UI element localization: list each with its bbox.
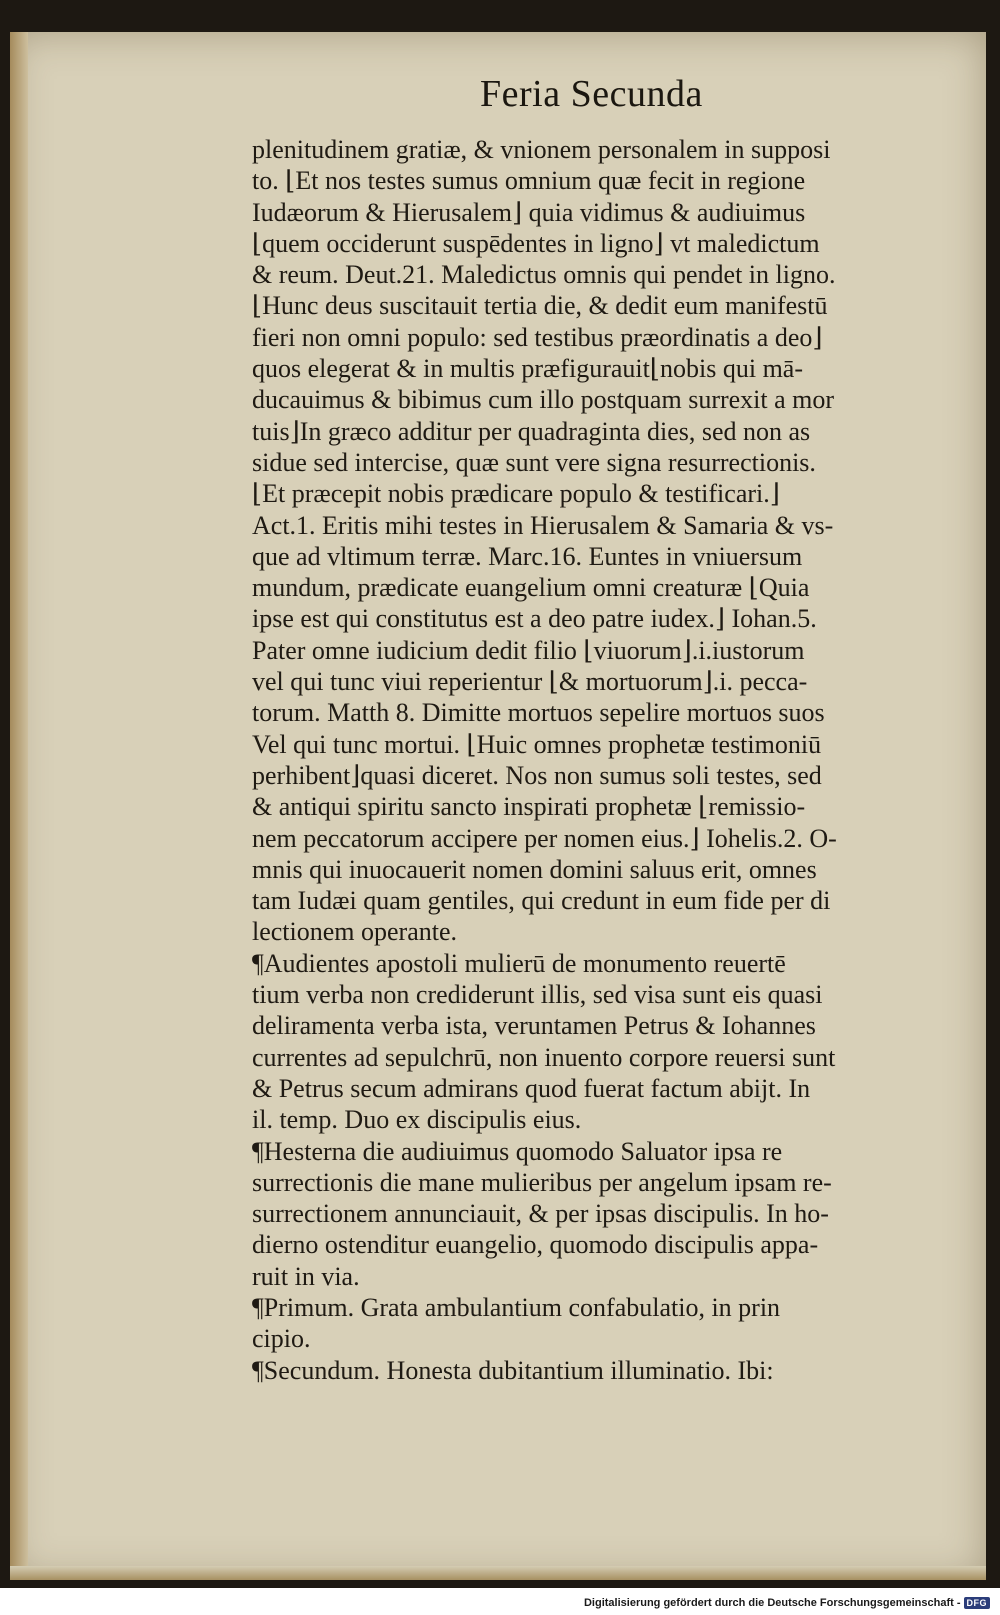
text-line: Pater omne iudicium dedit filio ⌊viuorum⌋.i.iustorum — [252, 635, 805, 665]
footer-text: Digitalisierung gefördert durch die Deutsche Forschungsgemeinschaft - — [583, 1597, 961, 1609]
text-line: que ad vltimum terræ. Marc.16. Euntes in vniuersum — [252, 541, 803, 571]
text-line: ¶Hesterna die audiuimus quomodo Saluator ipsa re — [252, 1136, 783, 1166]
text-line: tuis⌋In græco additur per quadraginta dies, sed non as — [252, 416, 811, 446]
text-line: & Petrus secum admirans quod fuerat factum abijt. In — [252, 1073, 811, 1103]
text-line: mundum, prædicate euangelium omni creaturæ ⌊Quia — [252, 573, 810, 603]
text-line: ipse est qui constitutus est a deo patre iudex.⌋ Iohan.5. — [252, 604, 817, 634]
text-line: ¶Primum. Grata ambulantium confabulatio, in prin — [252, 1292, 781, 1322]
text-line: to. ⌊Et nos testes sumus omnium quæ fecit in regione — [252, 166, 806, 196]
text-line: ¶Audientes apostoli mulierū de monumento reuertē — [252, 948, 786, 978]
text-line: Iudæorum & Hierusalem⌋ quia vidimus & audiuimus — [252, 197, 806, 227]
digitization-footer — [584, 1597, 990, 1609]
text-line: surrectionis die mane mulieribus per angelum ipsam re- — [252, 1167, 832, 1197]
page-edge-left — [10, 32, 28, 1580]
text-line: sidue sed intercise, quæ sunt vere signa resurrectionis. — [252, 447, 816, 477]
text-line: il. temp. Duo ex discipulis eius. — [252, 1105, 582, 1135]
text-line: ⌊Et præcepit nobis prædicare populo & testificari.⌋ — [252, 479, 780, 509]
text-line: dierno ostenditur euangelio, quomodo discipulis appa- — [252, 1230, 819, 1260]
text-line: cipio. — [252, 1324, 311, 1354]
text-line: ⌊quem occiderunt suspēdentes in ligno⌋ vt maledictum — [252, 228, 820, 258]
text-line: ducauimus & bibimus cum illo postquam surrexit a mor — [252, 385, 835, 415]
page-edge-bottom — [10, 1566, 986, 1580]
text-line: tium verba non crediderunt illis, sed visa sunt eis quasi — [252, 980, 823, 1010]
text-line: & reum. Deut.21. Maledictus omnis qui pendet in ligno. — [252, 260, 836, 290]
text-line: surrectionem annunciauit, & per ipsas discipulis. In ho- — [252, 1199, 829, 1229]
text-line: torum. Matth 8. Dimitte mortuos sepelire mortuos suos — [252, 698, 825, 728]
text-line: mnis qui inuocauerit nomen domini saluus erit, omnes — [252, 854, 817, 884]
book-page — [10, 32, 986, 1580]
text-line: fieri non omni populo: sed testibus præordinatis a deo⌋ — [252, 322, 823, 352]
text-line: tam Iudæi quam gentiles, qui credunt in eum fide per di — [252, 886, 831, 916]
text-line: lectionem operante. — [252, 917, 458, 947]
text-line: currentes ad sepulchrū, non inuento corpore reuersi sunt — [252, 1042, 836, 1072]
text-block — [252, 134, 987, 1386]
text-line: ⌊Hunc deus suscitauit tertia die, & dedit eum manifestū — [252, 291, 828, 321]
text-line: ¶Secundum. Honesta dubitantium illuminatio. Ibi: — [252, 1355, 774, 1385]
text-line: & antiqui spiritu sancto inspirati prophetæ ⌊remissio- — [252, 792, 806, 822]
dfg-logo: DFG — [964, 1597, 991, 1609]
text-line: Vel qui tunc mortui. ⌊Huic omnes prophetæ testimoniū — [252, 729, 822, 759]
text-line: perhibent⌋quasi diceret. Nos non sumus soli testes, sed — [252, 760, 822, 790]
running-head: Feria Secunda — [480, 73, 703, 115]
text-line: ruit in via. — [252, 1261, 360, 1291]
text-line: quos elegerat & in multis præfigurauit⌊nobis qui mā- — [252, 354, 804, 384]
text-line: vel qui tunc viui reperientur ⌊& mortuorum⌋.i. pecca- — [252, 667, 808, 697]
text-line: nem peccatorum accipere per nomen eius.⌋ Iohelis.2. O- — [252, 823, 837, 853]
text-line: deliramenta verba ista, veruntamen Petrus & Iohannes — [252, 1011, 816, 1041]
text-line: Act.1. Eritis mihi testes in Hierusalem & Samaria & vs- — [252, 510, 834, 540]
text-line: plenitudinem gratiæ, & vnionem personalem in supposi — [252, 135, 831, 164]
